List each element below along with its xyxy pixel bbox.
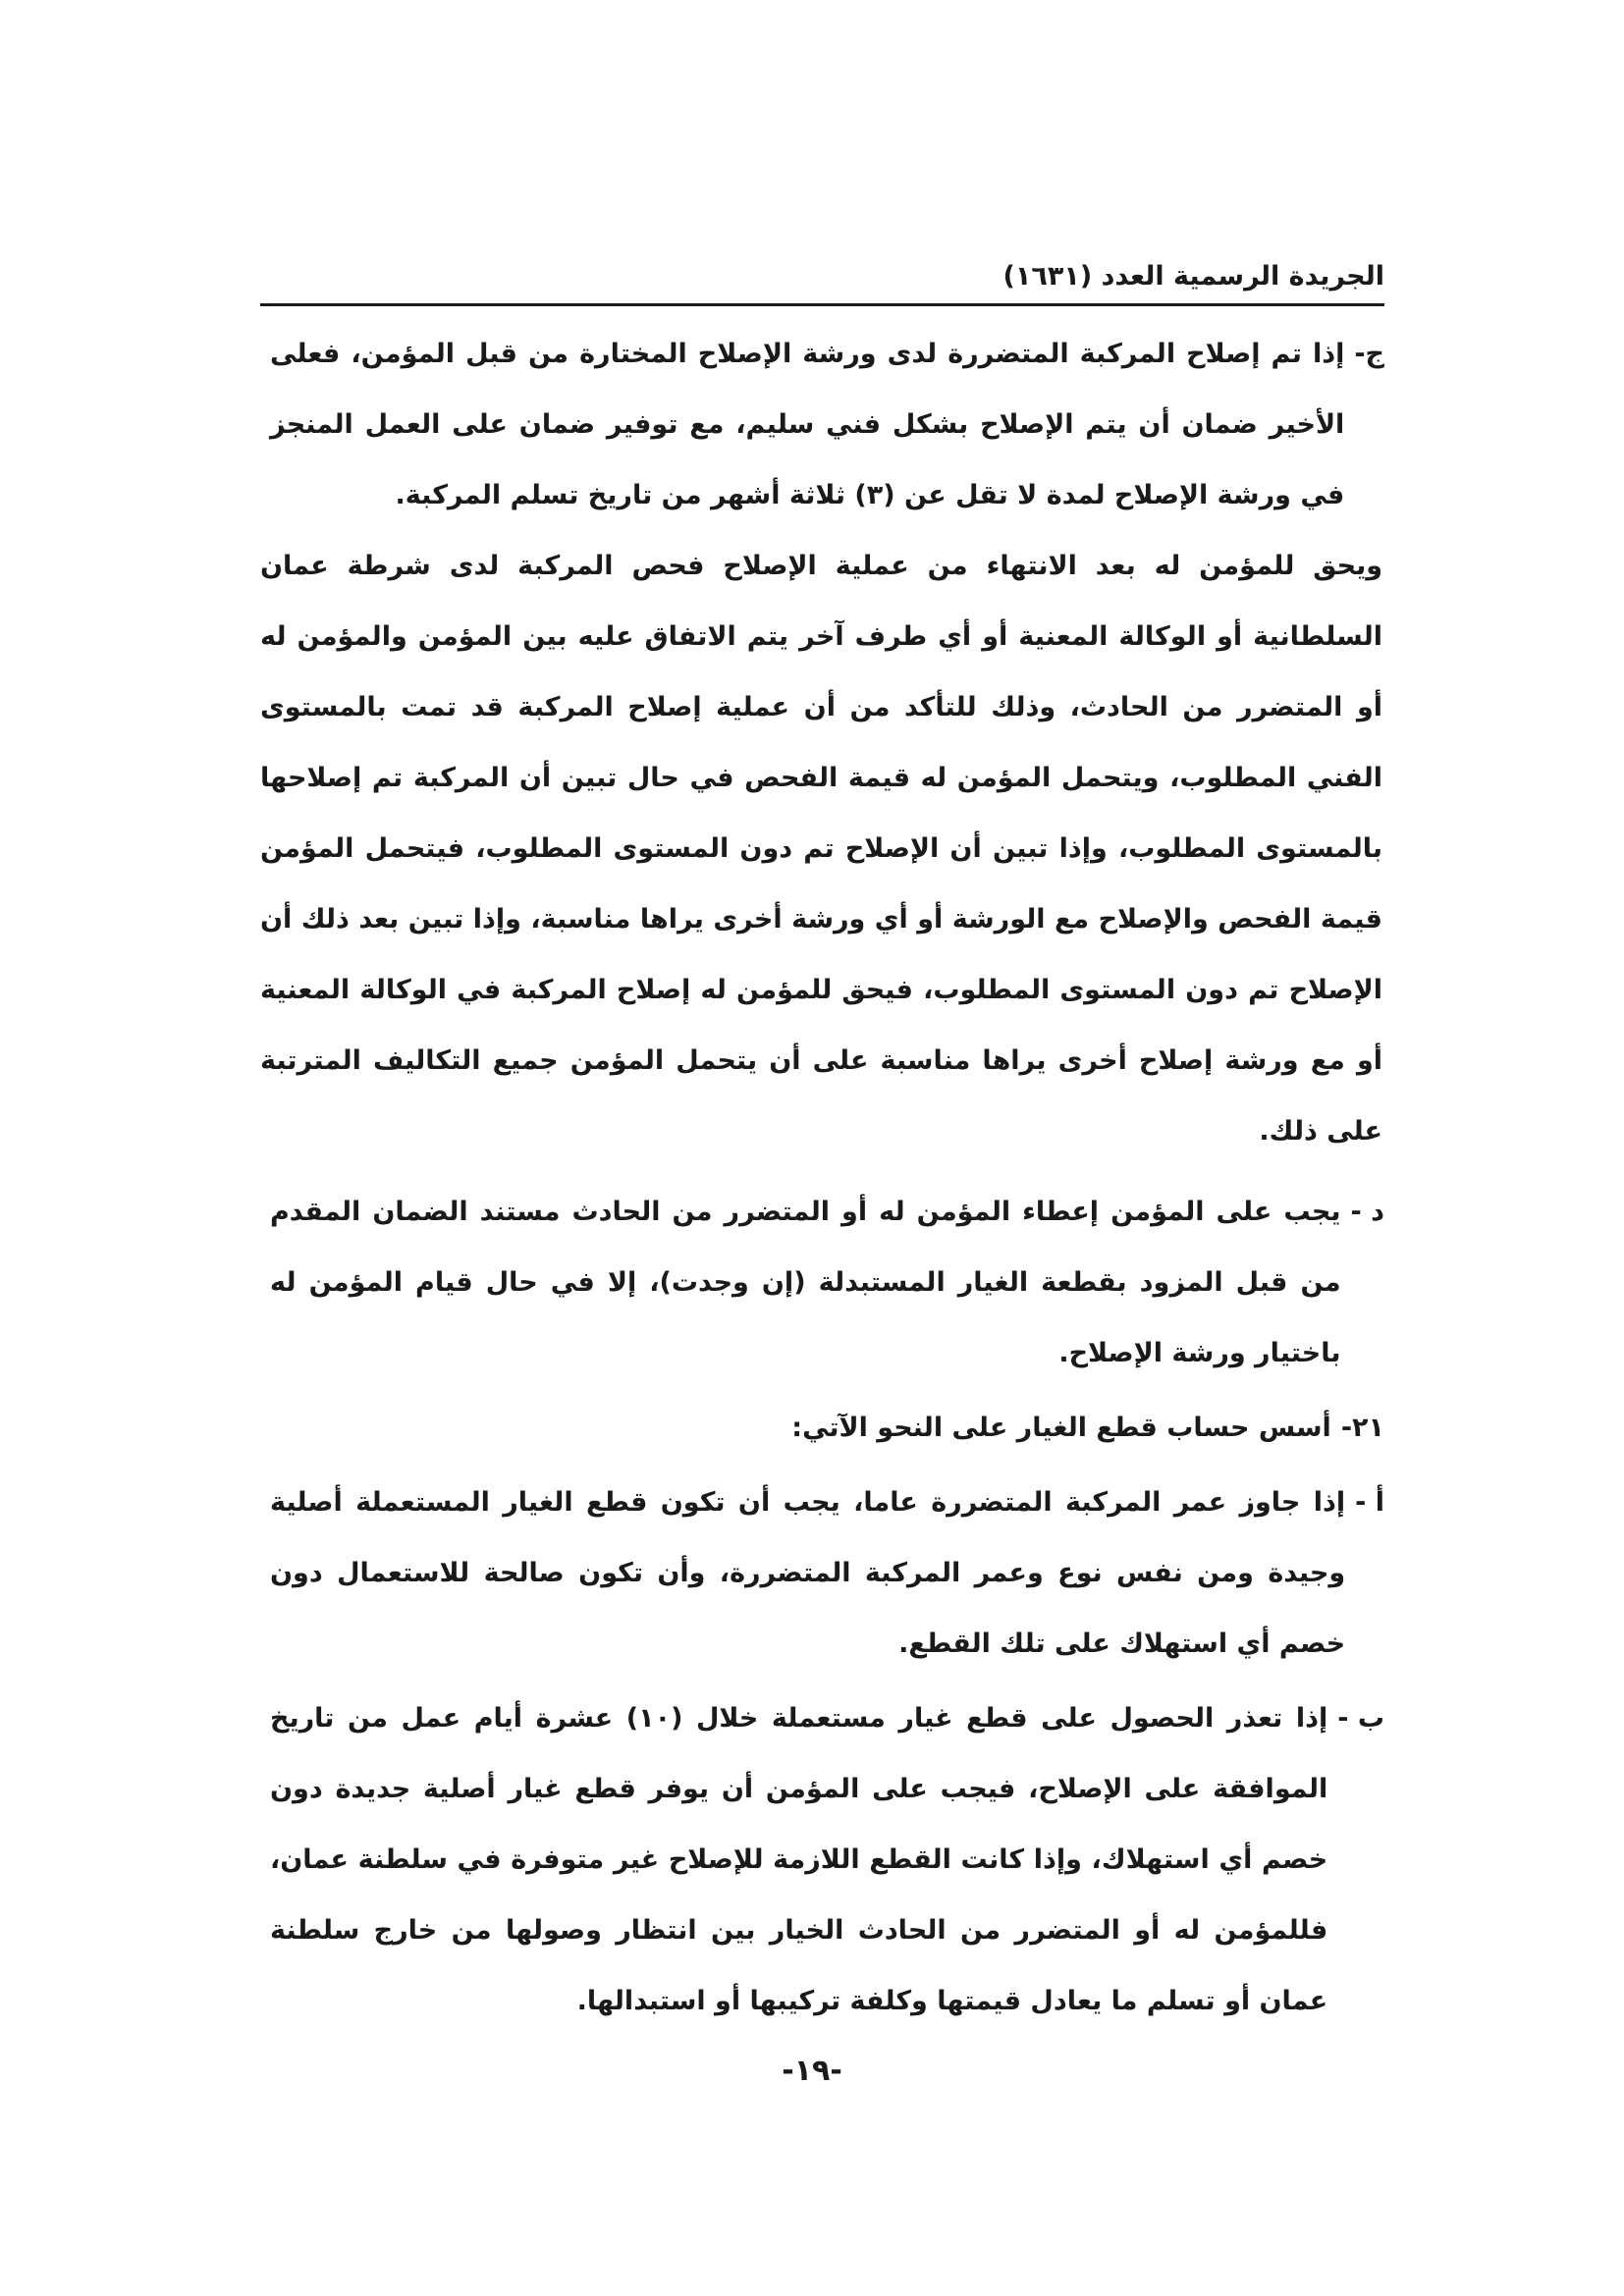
page-header [260,257,1384,296]
clause-d-marker: د - [1350,1197,1384,1227]
clause-j-paragraph: ويحق للمؤمن له بعد الانتهاء من عملية الإصلاح فحص المركبة لدى شرطة عمان السلطانية أو الوكالة المعنية أو أي طرف آخر يتم الاتفاق عليه بين المؤمن والمؤمن له أو المتضرر من الحادث، وذلك للتأكد من أن عملية إصلاح المركبة قد تمت بالمستوى الفني المطلوب، ويتحمل المؤمن له قيمة الفحص في حال تبين أن المركبة تم إصلاحها بالمستوى المطلوب، وإذا تبين أن الإصلاح تم دون المستوى المطلوب، فيتحمل المؤمن قيمة الفحص والإصلاح مع الورشة أو أي ورشة أخرى يراها مناسبة، وإذا تبين بعد ذلك أن الإصلاح تم دون المستوى المطلوب، فيحق للمؤمن له إصلاح المركبة في الوكالة المعنية أو مع ورشة إصلاح أخرى يراها مناسبة على أن يتحمل المؤمن جميع التكاليف المترتبة على ذلك. [260,551,1382,1147]
page-number: -١٩- [782,2054,842,2088]
clause-a-text: إذا جاوز عمر المركبة المتضررة عاما، يجب أن تكون قطع الغيار المستعملة أصلية وجيدة ومن نفس نوع وعمر المركبة المتضررة، وأن تكون صالحة للاستعمال دون خصم أي استهلاك على تلك القطع. [270,1487,1346,1659]
clause-d [260,1177,1384,1389]
clause-j-text: إذا تم إصلاح المركبة المتضررة لدى ورشة الإصلاح المختارة من قبل المؤمن، فعلى الأخير ضمان أن يتم الإصلاح بشكل فني سليم، مع توفير ضمان على العمل المنجز في ورشة الإصلاح لمدة لا تقل عن (٣) ثلاثة أشهر من تاريخ تسلم المركبة. [270,339,1345,510]
gazette-title: الجريدة الرسمية العدد (١٦٣١) [1002,261,1384,292]
clause-b-marker: ب - [1337,1703,1384,1734]
clause-b-text: إذا تعذر الحصول على قطع غيار مستعملة خلال (١٠) عشرة أيام عمل من تاريخ الموافقة على الإصلاح، فيجب على المؤمن أن يوفر قطع غيار أصلية جديدة دون خصم أي استهلاك، وإذا كانت القطع اللازمة للإصلاح غير متوفرة في سلطنة عمان، فللمؤمن له أو المتضرر من الحادث الخيار بين انتظار وصولها من خارج سلطنة عمان أو تسلم ما يعادل قيمتها وكلفة تركيبها أو استبدالها. [270,1703,1328,2016]
clause-j [260,319,1384,531]
clause-b [260,1683,1384,2037]
article-21-marker: ٢١- [1340,1413,1384,1443]
article-21-text: أسس حساب قطع الغيار على النحو الآتي: [791,1413,1331,1443]
document-body [260,319,1384,2037]
clause-d-text: يجب على المؤمن إعطاء المؤمن له أو المتضرر من الحادث مستند الضمان المقدم من قبل المزود بقطعة الغيار المستبدلة (إن وجدت)، إلا في حال قيام المؤمن له باختيار ورشة الإصلاح. [270,1197,1341,1368]
clause-j-marker: ج- [1354,339,1384,369]
clause-a-marker: أ - [1355,1487,1384,1518]
header-divider [260,303,1384,306]
clause-a [260,1468,1384,1680]
article-21 [260,1393,1384,1464]
